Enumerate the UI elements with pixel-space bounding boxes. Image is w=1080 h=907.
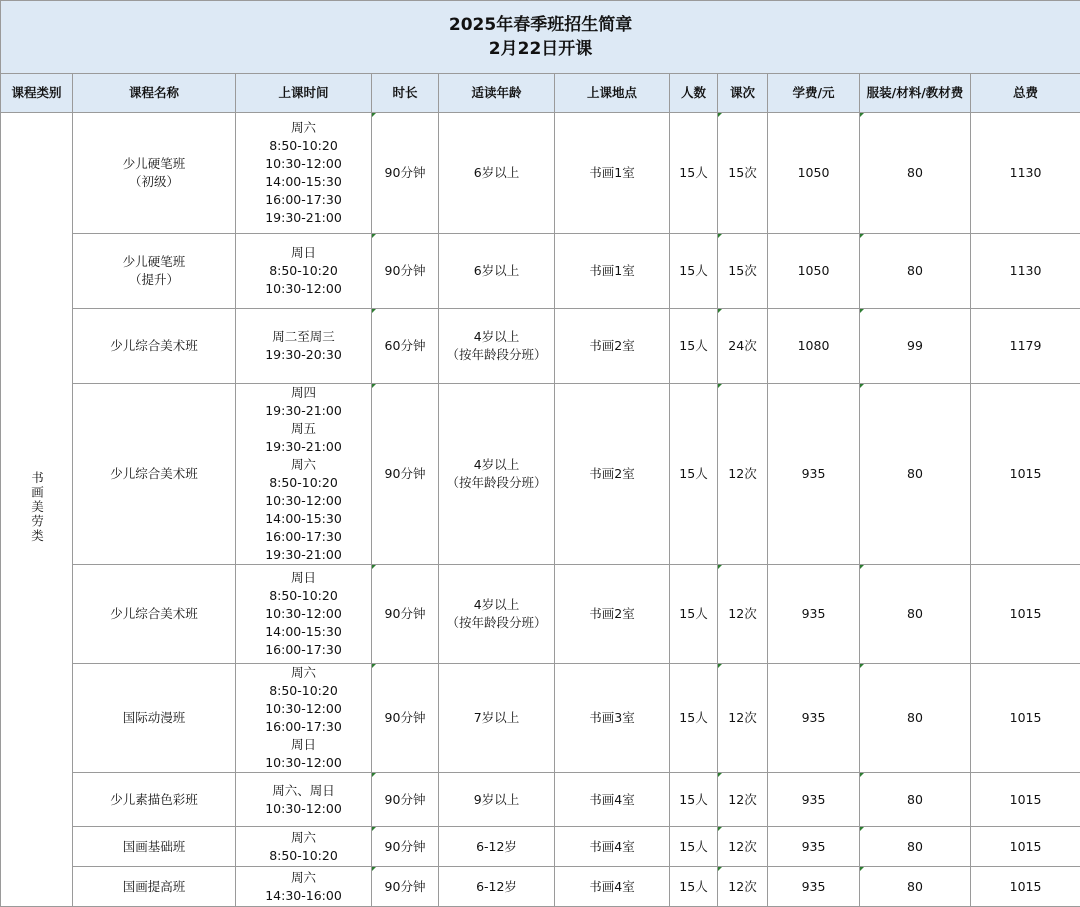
class-time-line: 周五 (236, 420, 371, 438)
tuition (768, 565, 860, 664)
class-time-line: 10:30-12:00 (236, 754, 371, 772)
course-name (73, 234, 236, 309)
course-name-line: 少儿综合美术班 (73, 337, 235, 355)
room-line: 书画2室 (555, 465, 669, 483)
tuition-line: 935 (768, 605, 859, 623)
class-size-line: 15人 (670, 605, 717, 623)
duration-line: 90分钟 (372, 465, 438, 483)
room (555, 565, 670, 664)
class-size-line: 15人 (670, 262, 717, 280)
class-time-line: 10:30-12:00 (236, 800, 371, 818)
class-time-line: 19:30-21:00 (236, 438, 371, 456)
tuition (768, 867, 860, 907)
duration-line: 90分钟 (372, 791, 438, 809)
room-line: 书画2室 (555, 605, 669, 623)
age-range-line: 4岁以上 (439, 596, 554, 614)
tuition-line: 1080 (768, 337, 859, 355)
course-name (73, 867, 236, 907)
table-row (1, 867, 1080, 907)
materials-fee-line: 80 (860, 164, 970, 182)
class-time-line: 10:30-12:00 (236, 280, 371, 298)
header-total: 总费 (971, 74, 1080, 113)
total-fee-line: 1015 (971, 838, 1080, 856)
duration (372, 565, 439, 664)
class-time-line: 16:00-17:30 (236, 718, 371, 736)
course-name-line: （提升） (73, 271, 235, 289)
duration-line: 60分钟 (372, 337, 438, 355)
class-time-line: 周六 (236, 456, 371, 474)
course-name-line: 少儿综合美术班 (73, 465, 235, 483)
age-range (439, 827, 555, 867)
header-materials: 服装/材料/教材费 (860, 74, 971, 113)
table-row (1, 773, 1080, 827)
room-line: 书画4室 (555, 878, 669, 896)
age-range (439, 113, 555, 234)
tuition (768, 664, 860, 773)
class-time-line: 16:00-17:30 (236, 191, 371, 209)
room (555, 827, 670, 867)
class-time-line: 10:30-12:00 (236, 492, 371, 510)
total-fee (971, 867, 1080, 907)
header-duration: 时长 (372, 74, 439, 113)
class-time-line: 16:00-17:30 (236, 641, 371, 659)
course-name-line: 少儿硬笔班 (73, 253, 235, 271)
age-range-line: （按年龄段分班） (439, 346, 554, 364)
tuition (768, 309, 860, 384)
room (555, 867, 670, 907)
materials-fee-line: 80 (860, 878, 970, 896)
total-fee (971, 384, 1080, 565)
class-time (236, 309, 372, 384)
duration-line: 90分钟 (372, 605, 438, 623)
session-count-line: 15次 (718, 262, 767, 280)
session-count (718, 309, 768, 384)
class-size-line: 15人 (670, 791, 717, 809)
age-range-line: 6岁以上 (439, 262, 554, 280)
tuition-line: 935 (768, 838, 859, 856)
tuition (768, 113, 860, 234)
room-line: 书画2室 (555, 337, 669, 355)
class-time (236, 234, 372, 309)
header-tuition: 学费/元 (768, 74, 860, 113)
session-count (718, 384, 768, 565)
course-name-line: 少儿综合美术班 (73, 605, 235, 623)
session-count (718, 664, 768, 773)
class-time (236, 827, 372, 867)
class-time-line: 10:30-12:00 (236, 605, 371, 623)
course-name (73, 664, 236, 773)
class-time-line: 周二至周三 (236, 328, 371, 346)
age-range-line: 7岁以上 (439, 709, 554, 727)
age-range (439, 384, 555, 565)
total-fee-line: 1015 (971, 878, 1080, 896)
room-line: 书画3室 (555, 709, 669, 727)
materials-fee (860, 113, 971, 234)
tuition-line: 1050 (768, 164, 859, 182)
tuition-line: 935 (768, 465, 859, 483)
age-range (439, 565, 555, 664)
age-range (439, 773, 555, 827)
class-size-line: 15人 (670, 709, 717, 727)
class-time-line: 10:30-12:00 (236, 155, 371, 173)
page-subtitle: 2月22日开课 (1, 37, 1080, 61)
class-time-line: 16:00-17:30 (236, 528, 371, 546)
total-fee (971, 234, 1080, 309)
class-size-line: 15人 (670, 878, 717, 896)
title-cell (1, 1, 1080, 74)
age-range-line: 6岁以上 (439, 164, 554, 182)
class-time-line: 8:50-10:20 (236, 137, 371, 155)
class-time-line: 19:30-20:30 (236, 346, 371, 364)
session-count-line: 12次 (718, 605, 767, 623)
session-count-line: 12次 (718, 709, 767, 727)
class-time-line: 8:50-10:20 (236, 262, 371, 280)
class-time-line: 周日 (236, 569, 371, 587)
total-fee-line: 1179 (971, 337, 1080, 355)
table-body (1, 113, 1080, 907)
room-line: 书画1室 (555, 262, 669, 280)
class-time-line: 周六、周日 (236, 782, 371, 800)
total-fee (971, 113, 1080, 234)
class-time-line: 8:50-10:20 (236, 847, 371, 865)
age-range (439, 664, 555, 773)
session-count (718, 113, 768, 234)
class-size-line: 15人 (670, 337, 717, 355)
materials-fee-line: 80 (860, 709, 970, 727)
class-time-line: 19:30-21:00 (236, 546, 371, 564)
materials-fee-line: 80 (860, 262, 970, 280)
header-people: 人数 (670, 74, 718, 113)
class-time-line: 19:30-21:00 (236, 402, 371, 420)
duration (372, 664, 439, 773)
duration-line: 90分钟 (372, 878, 438, 896)
room (555, 773, 670, 827)
duration-line: 90分钟 (372, 838, 438, 856)
class-time-line: 14:00-15:30 (236, 173, 371, 191)
tuition (768, 827, 860, 867)
class-time (236, 867, 372, 907)
class-time-line: 8:50-10:20 (236, 474, 371, 492)
class-size-line: 15人 (670, 465, 717, 483)
session-count-line: 12次 (718, 878, 767, 896)
course-name-line: 国画提高班 (73, 878, 235, 896)
class-size (670, 384, 718, 565)
materials-fee (860, 565, 971, 664)
header-category: 课程类别 (1, 74, 73, 113)
duration (372, 309, 439, 384)
class-time-line: 周四 (236, 384, 371, 402)
duration (372, 867, 439, 907)
materials-fee (860, 827, 971, 867)
age-range (439, 234, 555, 309)
session-count-line: 12次 (718, 838, 767, 856)
age-range (439, 867, 555, 907)
age-range (439, 309, 555, 384)
class-time-line: 周六 (236, 829, 371, 847)
table-row (1, 309, 1080, 384)
materials-fee (860, 384, 971, 565)
class-size-line: 15人 (670, 838, 717, 856)
class-time-line: 周日 (236, 244, 371, 262)
tuition-line: 935 (768, 878, 859, 896)
session-count (718, 234, 768, 309)
tuition (768, 773, 860, 827)
room (555, 309, 670, 384)
class-size (670, 234, 718, 309)
course-name-line: 国际动漫班 (73, 709, 235, 727)
course-name-line: （初级） (73, 173, 235, 191)
table-row (1, 234, 1080, 309)
class-size (670, 867, 718, 907)
duration-line: 90分钟 (372, 262, 438, 280)
class-time (236, 113, 372, 234)
materials-fee (860, 867, 971, 907)
room (555, 664, 670, 773)
session-count (718, 827, 768, 867)
class-size (670, 827, 718, 867)
total-fee (971, 664, 1080, 773)
class-size-line: 15人 (670, 164, 717, 182)
class-time-line: 14:00-15:30 (236, 510, 371, 528)
class-time-line: 周六 (236, 664, 371, 682)
total-fee (971, 773, 1080, 827)
total-fee-line: 1015 (971, 465, 1080, 483)
class-time-line: 14:00-15:30 (236, 623, 371, 641)
class-time-line: 8:50-10:20 (236, 587, 371, 605)
session-count-line: 12次 (718, 791, 767, 809)
session-count (718, 867, 768, 907)
duration (372, 234, 439, 309)
materials-fee (860, 664, 971, 773)
header-room: 上课地点 (555, 74, 670, 113)
header-age: 适读年龄 (439, 74, 555, 113)
class-time-line: 周六 (236, 869, 371, 887)
header-row (1, 74, 1080, 113)
class-size (670, 773, 718, 827)
class-time-line: 10:30-12:00 (236, 700, 371, 718)
age-range-line: 9岁以上 (439, 791, 554, 809)
duration-line: 90分钟 (372, 164, 438, 182)
course-name (73, 113, 236, 234)
table-row (1, 664, 1080, 773)
tuition (768, 384, 860, 565)
tuition-line: 935 (768, 791, 859, 809)
materials-fee-line: 80 (860, 465, 970, 483)
materials-fee (860, 309, 971, 384)
session-count (718, 773, 768, 827)
materials-fee (860, 234, 971, 309)
duration-line: 90分钟 (372, 709, 438, 727)
total-fee (971, 827, 1080, 867)
class-size (670, 309, 718, 384)
course-name (73, 827, 236, 867)
age-range-line: 4岁以上 (439, 328, 554, 346)
table-row (1, 565, 1080, 664)
room (555, 234, 670, 309)
class-size (670, 113, 718, 234)
total-fee (971, 309, 1080, 384)
room (555, 113, 670, 234)
age-range-line: 4岁以上 (439, 456, 554, 474)
session-count-line: 15次 (718, 164, 767, 182)
duration (372, 384, 439, 565)
total-fee-line: 1015 (971, 709, 1080, 727)
materials-fee-line: 99 (860, 337, 970, 355)
total-fee-line: 1015 (971, 791, 1080, 809)
room-line: 书画4室 (555, 791, 669, 809)
course-name-line: 国画基础班 (73, 838, 235, 856)
tuition-line: 935 (768, 709, 859, 727)
category-label: 书画美劳类 (28, 471, 46, 544)
materials-fee (860, 773, 971, 827)
class-time-line: 周日 (236, 736, 371, 754)
class-size (670, 664, 718, 773)
tuition-line: 1050 (768, 262, 859, 280)
duration (372, 113, 439, 234)
materials-fee-line: 80 (860, 791, 970, 809)
duration (372, 827, 439, 867)
table-row (1, 384, 1080, 565)
age-range-line: （按年龄段分班） (439, 474, 554, 492)
class-time (236, 773, 372, 827)
table-row (1, 827, 1080, 867)
class-time (236, 565, 372, 664)
total-fee-line: 1130 (971, 262, 1080, 280)
age-range-line: （按年龄段分班） (439, 614, 554, 632)
class-size (670, 565, 718, 664)
page-title: 2025年春季班招生简章 (1, 13, 1080, 37)
course-name-line: 少儿素描色彩班 (73, 791, 235, 809)
table-row (1, 113, 1080, 234)
session-count-line: 12次 (718, 465, 767, 483)
age-range-line: 6-12岁 (439, 878, 554, 896)
header-time: 上课时间 (236, 74, 372, 113)
class-time (236, 664, 372, 773)
class-time-line: 周六 (236, 119, 371, 137)
room-line: 书画1室 (555, 164, 669, 182)
session-count (718, 565, 768, 664)
class-time-line: 19:30-21:00 (236, 209, 371, 227)
room (555, 384, 670, 565)
header-name: 课程名称 (73, 74, 236, 113)
total-fee (971, 565, 1080, 664)
course-name (73, 773, 236, 827)
course-name (73, 384, 236, 565)
duration (372, 773, 439, 827)
session-count-line: 24次 (718, 337, 767, 355)
course-name (73, 309, 236, 384)
category-cell (1, 113, 73, 907)
materials-fee-line: 80 (860, 838, 970, 856)
materials-fee-line: 80 (860, 605, 970, 623)
tuition (768, 234, 860, 309)
course-name-line: 少儿硬笔班 (73, 155, 235, 173)
class-time-line: 14:30-16:00 (236, 887, 371, 905)
room-line: 书画4室 (555, 838, 669, 856)
header-sessions: 课次 (718, 74, 768, 113)
course-name (73, 565, 236, 664)
class-time-line: 8:50-10:20 (236, 682, 371, 700)
total-fee-line: 1015 (971, 605, 1080, 623)
class-time (236, 384, 372, 565)
total-fee-line: 1130 (971, 164, 1080, 182)
age-range-line: 6-12岁 (439, 838, 554, 856)
